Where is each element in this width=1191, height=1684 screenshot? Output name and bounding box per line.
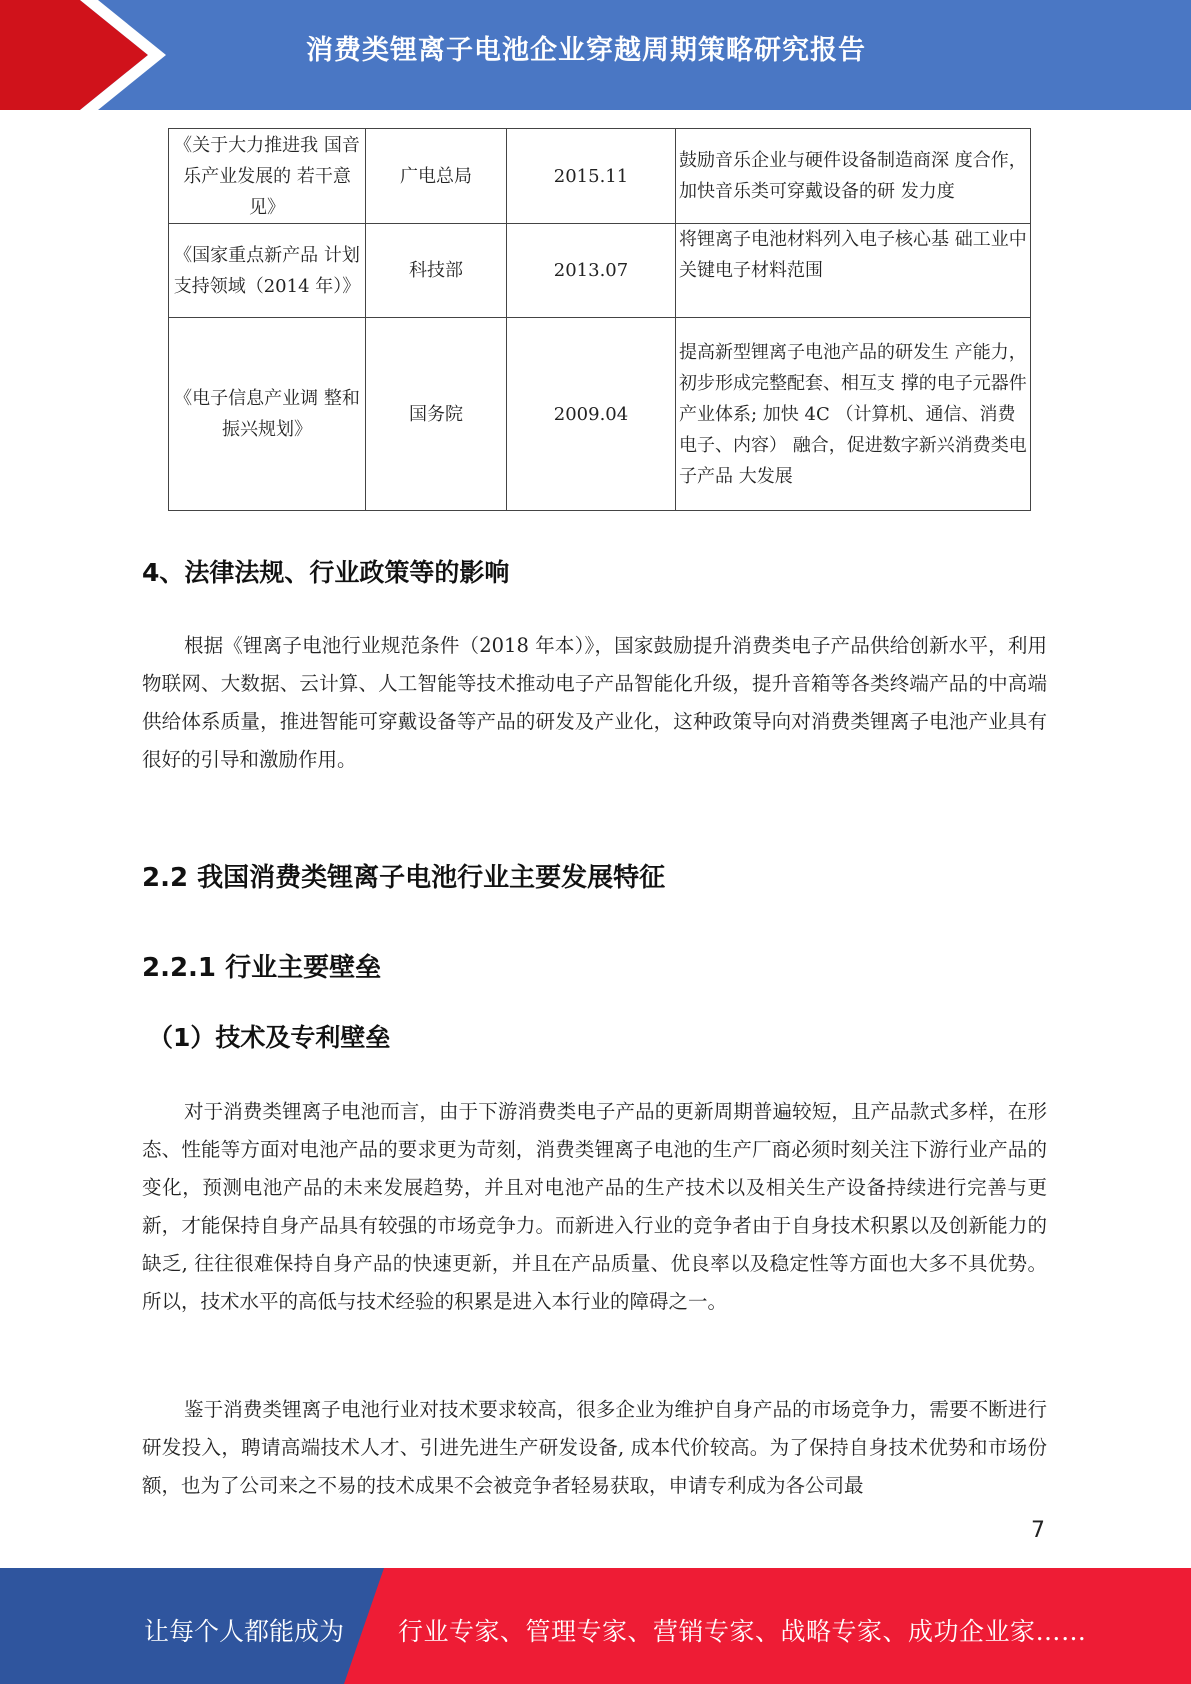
section-heading-laws-policies: 4、法律法规、行业政策等的影响 <box>142 558 510 587</box>
issuing-org-cell: 国务院 <box>366 318 507 511</box>
policy-description-cell: 提高新型锂离子电池产品的研发生 产能力，初步形成完整配套、相互支 撑的电子元器件产业体系; 加快 4C （计算机、通信、消费电子、内容） 融合，促进数字新兴消费类电子产品 大发展 <box>676 318 1031 511</box>
policy-description-cell: 将锂离子电池材料列入电子核心基 础工业中关键电子材料范围 <box>676 224 1031 318</box>
footer-slogan-left: 让每个人都能成为 <box>144 1617 345 1646</box>
tech-barrier-paragraph-1: 对于消费类锂离子电池而言，由于下游消费类电子产品的更新周期普遍较短，且产品款式多样，在形态、性能等方面对电池产品的要求更为苛刻，消费类锂离子电池的生产厂商必须时刻关注下游行业产品的变化，预测电池产品的未来发展趋势，并且对电池产品的生产技术以及相关生产设备持续进行完善与更新，才能保持自身产品具有较强的市场竞争力。而新进入行业的竞争者由于自身技术积累以及创新能力的缺乏, 往往很难保持自身产品的快速更新，并且在产品质量、优良率以及稳定性等方面也大多不具优势。所以，技术水平的高低与技术经验的积累是进入本行业的障碍之一。 <box>142 1100 1047 1313</box>
policy-title-cell: 《关于大力推进我 国音乐产业发展的 若干意见》 <box>169 129 366 224</box>
page-header <box>0 0 1191 110</box>
subheading-tech-patent-barrier: （1）技术及专利壁垒 <box>148 1023 391 1052</box>
footer-slogan-right: 行业专家、管理专家、营销专家、战略专家、成功企业家…… <box>398 1617 1087 1646</box>
policy-title-cell: 《国家重点新产品 计划支持领域（2014 年）》 <box>169 224 366 318</box>
issue-date-cell: 2009.04 <box>507 318 676 511</box>
issuing-org-cell: 科技部 <box>366 224 507 318</box>
issuing-org-cell: 广电总局 <box>366 129 507 224</box>
table-row <box>169 129 1031 224</box>
laws-policies-paragraph: 根据《锂离子电池行业规范条件（2018 年本）》，国家鼓励提升消费类电子产品供给创新水平，利用物联网、大数据、云计算、人工智能等技术推动电子产品智能化升级，提升音箱等各类终端产品的中高端供给体系质量，推进智能可穿戴设备等产品的研发及产业化，这种政策导向对消费类锂离子电池产业具有很好的引导和激励作用。 <box>142 634 1047 771</box>
tech-barrier-paragraph-2: 鉴于消费类锂离子电池行业对技术要求较高，很多企业为维护自身产品的市场竞争力，需要不断进行研发投入，聘请高端技术人才、引进先进生产研发设备, 成本代价较高。为了保持自身技术优势和市场份额，也为了公司来之不易的技术成果不会被竞争者轻易获取，申请专利成为各公司最 <box>142 1398 1047 1497</box>
issue-date-cell: 2013.07 <box>507 224 676 318</box>
report-title: 消费类锂离子电池企业穿越周期策略研究报告 <box>306 35 866 66</box>
table-row <box>169 224 1031 318</box>
section-heading-2-2-1: 2.2.1 行业主要壁垒 <box>142 953 382 983</box>
issue-date-cell: 2015.11 <box>507 129 676 224</box>
policy-description-cell: 鼓励音乐企业与硬件设备制造商深 度合作，加快音乐类可穿戴设备的研 发力度 <box>676 129 1031 224</box>
policy-table <box>168 128 1031 511</box>
policy-title-cell: 《电子信息产业调 整和振兴规划》 <box>169 318 366 511</box>
page-number: 7 <box>1031 1518 1045 1543</box>
table-row <box>169 318 1031 511</box>
section-heading-2-2: 2.2 我国消费类锂离子电池行业主要发展特征 <box>142 863 666 893</box>
page-footer <box>0 1568 1191 1684</box>
